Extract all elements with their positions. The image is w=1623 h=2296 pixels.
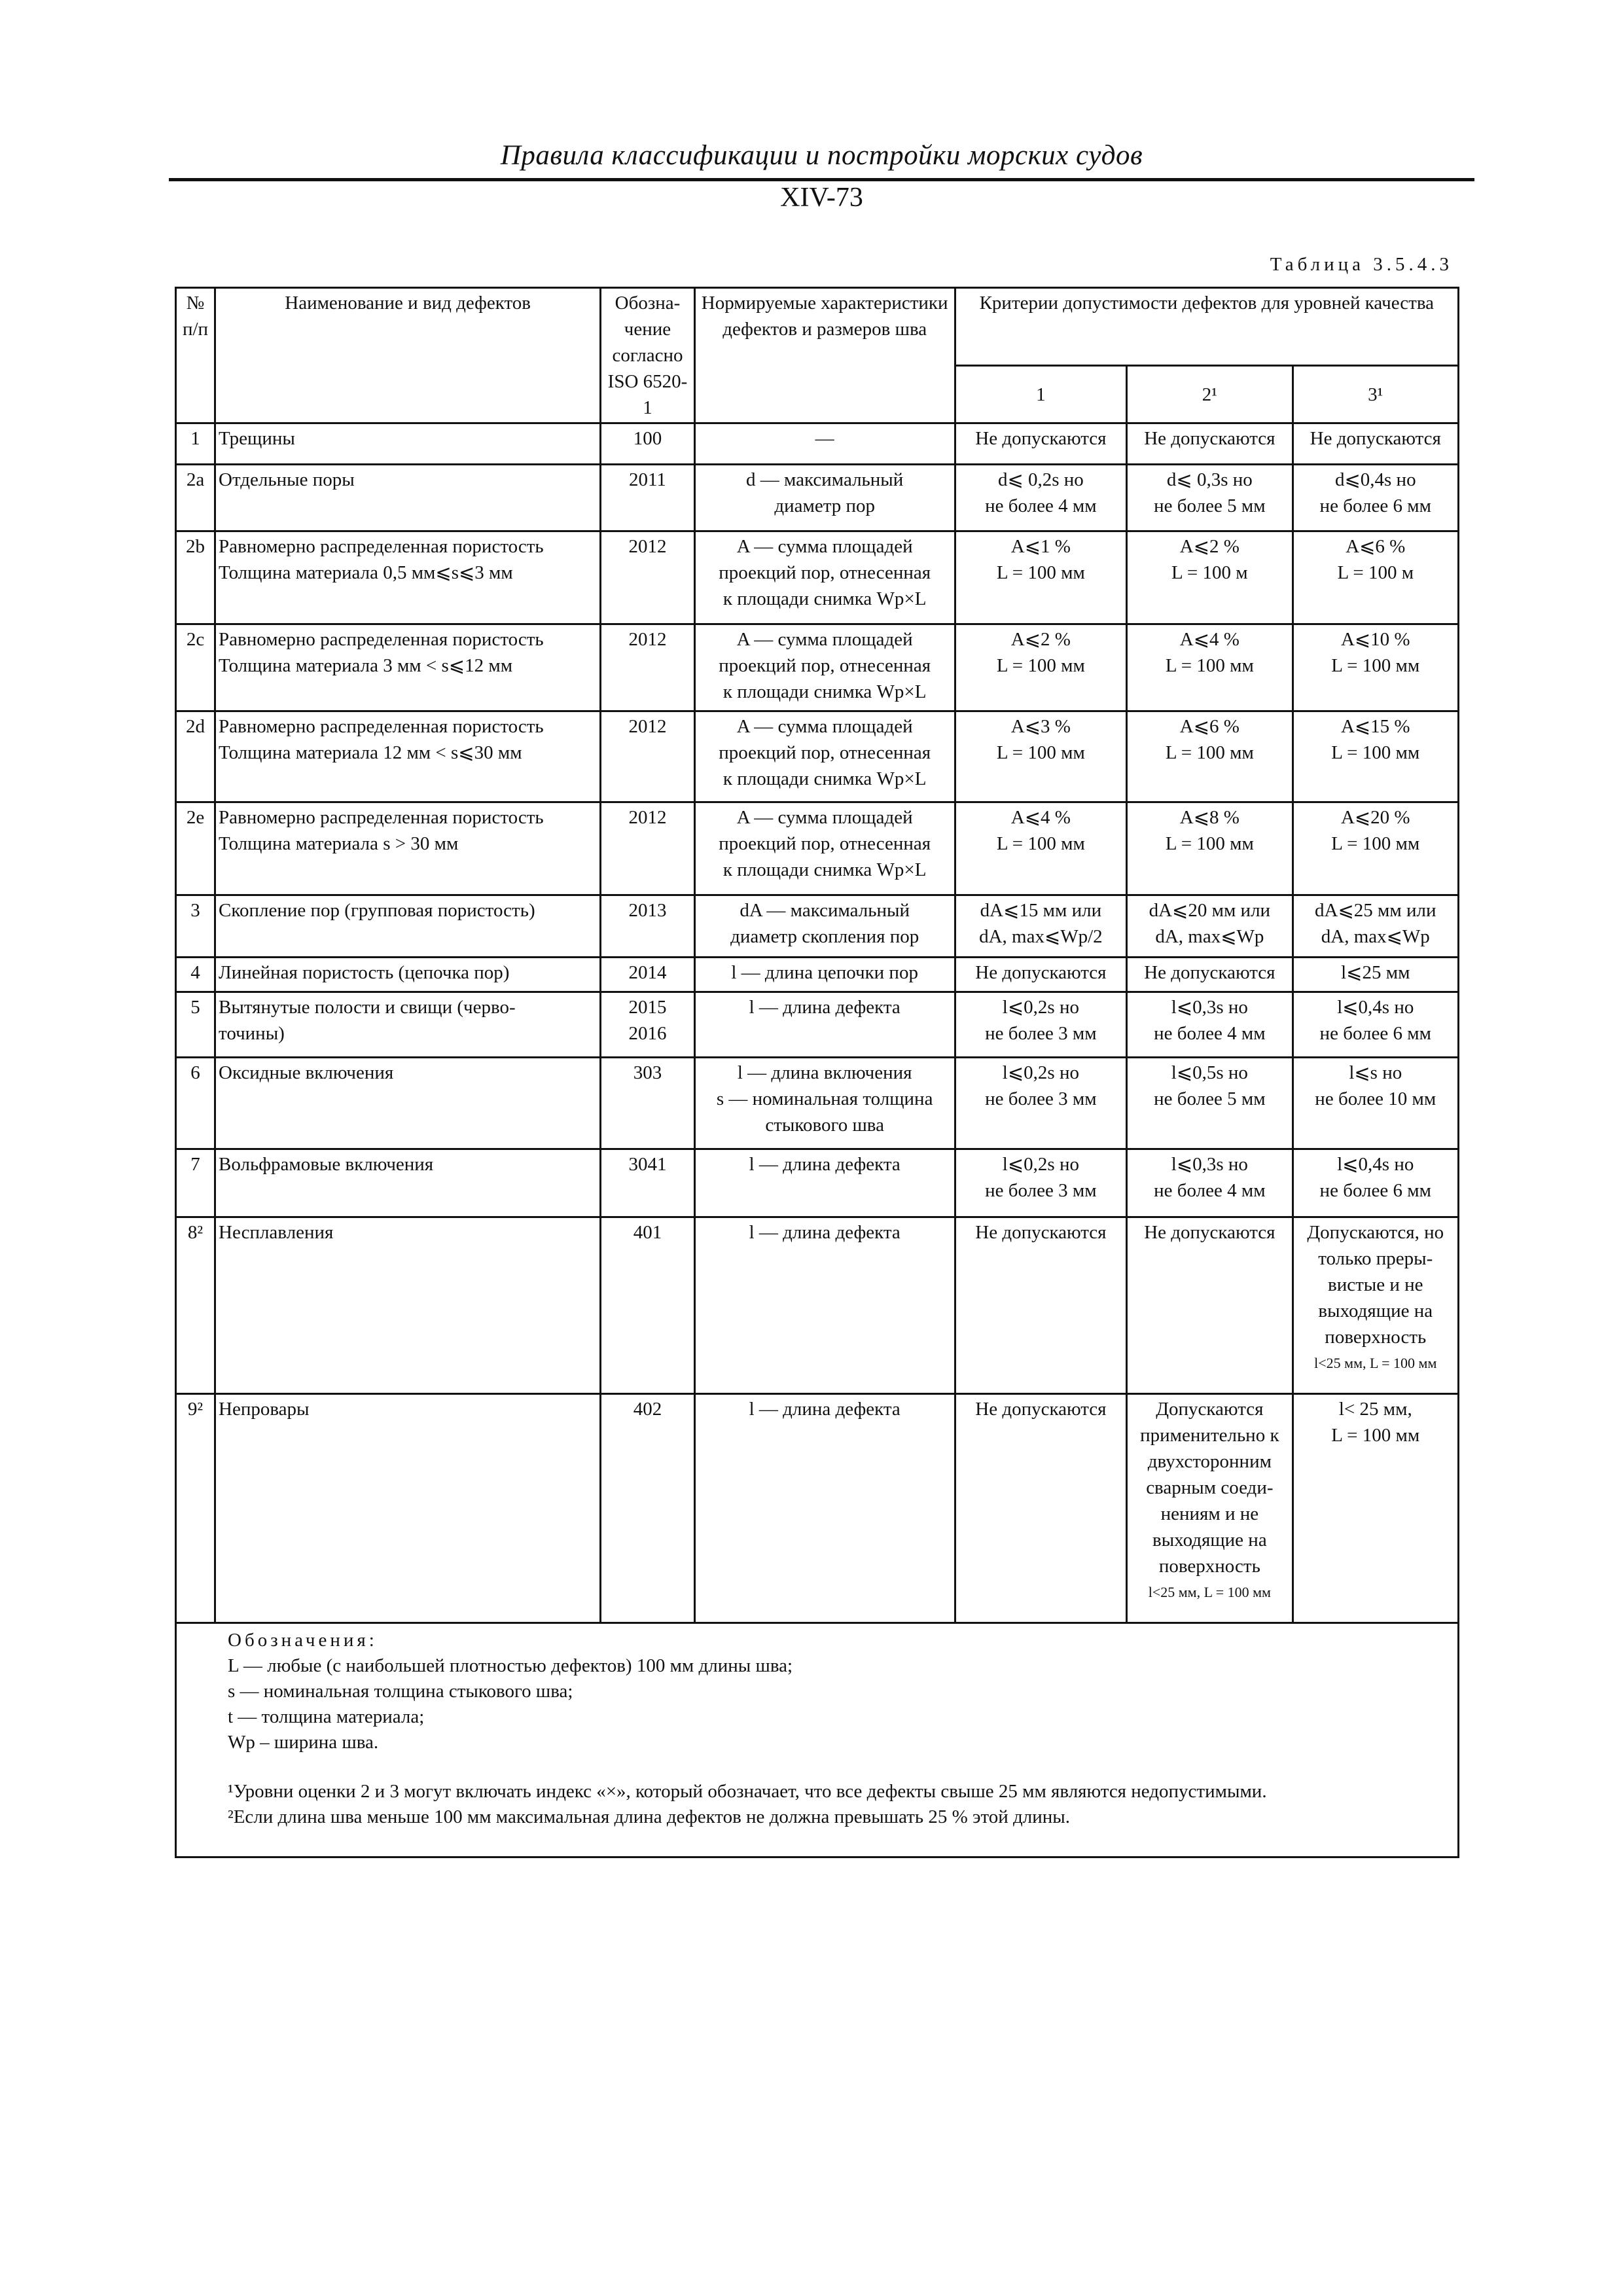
- cell-line: диаметр пор: [774, 495, 875, 516]
- level-3-criteria: [1293, 465, 1458, 531]
- cell-line: диаметр скопления пор: [730, 926, 919, 947]
- cell-line: L = 100 мм: [996, 562, 1085, 583]
- cell-line: не более 5 мм: [1154, 495, 1266, 516]
- table-row: [176, 802, 1459, 895]
- cell-line: не более 4 мм: [985, 495, 1097, 516]
- cell-line: проекций пор, отнесенная: [719, 562, 931, 583]
- cell-line: dA, max⩽Wp: [1155, 926, 1264, 947]
- table-row: [176, 1149, 1459, 1217]
- iso-code: [601, 958, 694, 992]
- level-1-criteria: [955, 895, 1127, 958]
- page-number: XIV-73: [780, 183, 863, 213]
- iso-code: [601, 1217, 694, 1394]
- level-2-criteria: [1127, 802, 1293, 895]
- note-item: s — номинальная толщина стыкового шва;: [228, 1681, 573, 1702]
- defect-name: [215, 711, 601, 802]
- cell-line: Допускаются, но: [1307, 1222, 1444, 1243]
- defects-table: [175, 287, 1459, 1858]
- defect-name: [215, 1149, 601, 1217]
- defect-name: [215, 802, 601, 895]
- cell-line: s — номинальная толщина: [716, 1088, 933, 1109]
- iso-code: [601, 1058, 694, 1149]
- cell-line: l< 25 мм,: [1338, 1399, 1412, 1420]
- row-number: 5: [176, 992, 215, 1058]
- level-3-criteria: [1293, 624, 1458, 711]
- cell-line: L = 100 мм: [1331, 1425, 1420, 1446]
- cell-line: проекций пор, отнесенная: [719, 742, 931, 763]
- level-2-criteria: [1127, 992, 1293, 1058]
- cell-line: к площади снимка Wp×L: [722, 768, 927, 789]
- cell-line: только преры-: [1318, 1248, 1433, 1269]
- cell-line: проекций пор, отнесенная: [719, 833, 931, 854]
- cell-line: Толщина материала s > 30 мм: [219, 833, 459, 854]
- table-row: [176, 423, 1459, 465]
- cell-line: L = 100 мм: [996, 833, 1085, 854]
- header-criteria: Критерии допустимости дефектов для уровней качества: [955, 288, 1458, 366]
- cell-line: l — длина дефекта: [749, 1154, 901, 1175]
- cell-line: не более 10 мм: [1315, 1088, 1436, 1109]
- defect-name: [215, 1058, 601, 1149]
- level-2-criteria: [1127, 624, 1293, 711]
- cell-line: не более 3 мм: [985, 1088, 1097, 1109]
- cell-line: l⩽0,5s но: [1171, 1062, 1248, 1083]
- cell-line: L = 100 м: [1337, 562, 1414, 583]
- cell-line: точины): [219, 1023, 285, 1044]
- cell-line: Не допускаются: [975, 962, 1107, 983]
- cell-line: A — сумма площадей: [736, 716, 913, 737]
- footnote: ¹Уровни оценки 2 и 3 могут включать индекс «×», который обозначает, что все дефекты свыше 25 мм являются недопустимыми.: [228, 1781, 1267, 1802]
- cell-line: 303: [633, 1062, 662, 1083]
- cell-line: Толщина материала 3 мм < s⩽12 мм: [219, 655, 513, 676]
- cell-line: A⩽10 %: [1340, 629, 1410, 650]
- notes-cell: [176, 1623, 1459, 1857]
- characteristics: [694, 802, 955, 895]
- level-3-criteria: [1293, 802, 1458, 895]
- cell-line: не более 3 мм: [985, 1180, 1097, 1201]
- cell-line: A⩽15 %: [1340, 716, 1410, 737]
- cell-line: A — сумма площадей: [736, 536, 913, 557]
- cell-line: 401: [633, 1222, 662, 1243]
- cell-line: dA — максимальный: [740, 900, 910, 921]
- table-row: [176, 531, 1459, 624]
- iso-code: [601, 624, 694, 711]
- cell-line: dA, max⩽Wp/2: [979, 926, 1103, 947]
- page-header: [169, 137, 1474, 181]
- cell-line: 2012: [628, 536, 667, 557]
- cell-line: l — длина дефекта: [749, 997, 901, 1018]
- level-1-criteria: [955, 958, 1127, 992]
- cell-line: не более 4 мм: [1154, 1023, 1266, 1044]
- table-row: [176, 1217, 1459, 1394]
- level-3-criteria: [1293, 423, 1458, 465]
- cell-line: L = 100 мм: [1165, 655, 1254, 676]
- cell-line: l<25 мм, L = 100 мм: [1314, 1355, 1437, 1371]
- characteristics: [694, 531, 955, 624]
- cell-line: l — длина дефекта: [749, 1399, 901, 1420]
- iso-code: [601, 1149, 694, 1217]
- cell-line: Толщина материала 12 мм < s⩽30 мм: [219, 742, 522, 763]
- row-number: 2b: [176, 531, 215, 624]
- table-caption: Таблица 3.5.4.3: [1270, 254, 1453, 275]
- row-number: 2d: [176, 711, 215, 802]
- level-2-criteria: [1127, 423, 1293, 465]
- level-2-criteria: [1127, 1394, 1293, 1623]
- cell-line: A⩽20 %: [1340, 807, 1410, 828]
- level-1-criteria: [955, 802, 1127, 895]
- cell-line: 2016: [628, 1023, 667, 1044]
- cell-line: A⩽8 %: [1179, 807, 1240, 828]
- cell-line: Не допускаются: [1144, 428, 1275, 449]
- level-2-criteria: [1127, 958, 1293, 992]
- characteristics: [694, 1217, 955, 1394]
- cell-line: не более 6 мм: [1319, 1180, 1431, 1201]
- characteristics: [694, 1149, 955, 1217]
- characteristics: [694, 1394, 955, 1623]
- cell-line: l⩽0,2s но: [1002, 1154, 1079, 1175]
- level-1-criteria: [955, 711, 1127, 802]
- row-number: 2a: [176, 465, 215, 531]
- cell-line: Линейная пористость (цепочка пор): [219, 962, 510, 983]
- characteristics: [694, 624, 955, 711]
- cell-line: Равномерно распределенная пористость: [219, 716, 544, 737]
- level-2-criteria: [1127, 531, 1293, 624]
- cell-line: l⩽0,4s но: [1337, 1154, 1414, 1175]
- level-2-criteria: [1127, 1149, 1293, 1217]
- cell-line: A⩽2 %: [1010, 629, 1071, 650]
- level-1-criteria: [955, 1217, 1127, 1394]
- level-3-criteria: [1293, 895, 1458, 958]
- level-3-criteria: [1293, 958, 1458, 992]
- cell-line: d⩽ 0,3s но: [1166, 469, 1253, 490]
- defect-name: [215, 465, 601, 531]
- defect-name: [215, 531, 601, 624]
- cell-line: L = 100 мм: [996, 655, 1085, 676]
- cell-line: l⩽0,2s но: [1002, 1062, 1079, 1083]
- note-item: Wp – ширина шва.: [228, 1732, 379, 1753]
- level-1-criteria: [955, 1058, 1127, 1149]
- row-number: 6: [176, 1058, 215, 1149]
- cell-line: A⩽4 %: [1179, 629, 1240, 650]
- cell-line: Несплавления: [219, 1222, 334, 1243]
- table-row: [176, 992, 1459, 1058]
- cell-line: L = 100 м: [1171, 562, 1248, 583]
- defect-name: [215, 1217, 601, 1394]
- cell-line: l<25 мм, L = 100 мм: [1148, 1584, 1271, 1600]
- cell-line: d⩽0,4s но: [1334, 469, 1416, 490]
- cell-line: l — длина цепочки пор: [731, 962, 918, 983]
- level-1-criteria: [955, 531, 1127, 624]
- note-item: L — любые (с наибольшей плотностью дефектов) 100 мм длины шва;: [228, 1655, 793, 1676]
- cell-line: не более 3 мм: [985, 1023, 1097, 1044]
- cell-line: выходящие на: [1152, 1530, 1267, 1551]
- cell-line: L = 100 мм: [1331, 742, 1420, 763]
- characteristics: [694, 958, 955, 992]
- cell-line: dA⩽15 мм или: [980, 900, 1102, 921]
- row-number: 4: [176, 958, 215, 992]
- level-1-criteria: [955, 992, 1127, 1058]
- cell-line: l⩽0,3s но: [1171, 1154, 1248, 1175]
- characteristics: [694, 711, 955, 802]
- cell-line: проекций пор, отнесенная: [719, 655, 931, 676]
- cell-line: Непровары: [219, 1399, 310, 1420]
- cell-line: d — максимальный: [746, 469, 904, 490]
- cell-line: A⩽6 %: [1346, 536, 1406, 557]
- level-2-criteria: [1127, 1058, 1293, 1149]
- cell-line: L = 100 мм: [1165, 833, 1254, 854]
- cell-line: Не допускаются: [975, 1399, 1107, 1420]
- header-num: № п/п: [176, 288, 215, 423]
- cell-line: A — сумма площадей: [736, 807, 913, 828]
- level-3-criteria: [1293, 1394, 1458, 1623]
- table-row: [176, 895, 1459, 958]
- header-level-3: 3¹: [1293, 366, 1458, 423]
- cell-line: нениям и не: [1160, 1503, 1259, 1524]
- table-row: [176, 958, 1459, 992]
- iso-code: [601, 465, 694, 531]
- iso-code: [601, 531, 694, 624]
- cell-line: вистые и не: [1328, 1274, 1423, 1295]
- cell-line: сварным соеди-: [1146, 1477, 1274, 1498]
- cell-line: dA⩽25 мм или: [1315, 900, 1436, 921]
- row-number: 3: [176, 895, 215, 958]
- level-1-criteria: [955, 624, 1127, 711]
- level-2-criteria: [1127, 1217, 1293, 1394]
- cell-line: l⩽0,2s но: [1002, 997, 1079, 1018]
- cell-line: выходящие на: [1318, 1300, 1433, 1321]
- row-number: 9²: [176, 1394, 215, 1623]
- cell-line: l⩽25 мм: [1341, 962, 1410, 983]
- level-3-criteria: [1293, 711, 1458, 802]
- cell-line: Равномерно распределенная пористость: [219, 536, 544, 557]
- cell-line: Не допускаются: [1310, 428, 1441, 449]
- level-1-criteria: [955, 1149, 1127, 1217]
- cell-line: Вольфрамовые включения: [219, 1154, 434, 1175]
- defect-name: [215, 624, 601, 711]
- cell-line: поверхность: [1325, 1327, 1427, 1348]
- level-3-criteria: [1293, 531, 1458, 624]
- cell-line: 100: [633, 428, 662, 449]
- row-number: 2c: [176, 624, 215, 711]
- cell-line: dA, max⩽Wp: [1321, 926, 1430, 947]
- level-2-criteria: [1127, 465, 1293, 531]
- defect-name: [215, 423, 601, 465]
- table-row: [176, 465, 1459, 531]
- level-1-criteria: [955, 465, 1127, 531]
- cell-line: Вытянутые полости и свищи (черво-: [219, 997, 516, 1018]
- cell-line: 402: [633, 1399, 662, 1420]
- cell-line: не более 5 мм: [1154, 1088, 1266, 1109]
- cell-line: Скопление пор (групповая пористость): [219, 900, 535, 921]
- defect-name: [215, 1394, 601, 1623]
- level-1-criteria: [955, 423, 1127, 465]
- row-number: 8²: [176, 1217, 215, 1394]
- row-number: 2e: [176, 802, 215, 895]
- cell-line: не более 4 мм: [1154, 1180, 1266, 1201]
- cell-line: A⩽6 %: [1179, 716, 1240, 737]
- level-3-criteria: [1293, 1058, 1458, 1149]
- cell-line: A⩽3 %: [1010, 716, 1071, 737]
- cell-line: к площади снимка Wp×L: [722, 681, 927, 702]
- cell-line: Трещины: [219, 428, 295, 449]
- header-level-2: 2¹: [1127, 366, 1293, 423]
- cell-line: 2011: [629, 469, 666, 490]
- iso-code: [601, 1394, 694, 1623]
- cell-line: L = 100 мм: [1331, 833, 1420, 854]
- characteristics: [694, 1058, 955, 1149]
- cell-line: L = 100 мм: [1331, 655, 1420, 676]
- defect-name: [215, 895, 601, 958]
- defect-name: [215, 992, 601, 1058]
- cell-line: к площади снимка Wp×L: [722, 859, 927, 880]
- cell-line: 3041: [628, 1154, 667, 1175]
- cell-line: A⩽2 %: [1179, 536, 1240, 557]
- characteristics: [694, 423, 955, 465]
- cell-line: l⩽s но: [1349, 1062, 1402, 1083]
- characteristics: [694, 992, 955, 1058]
- cell-line: 2012: [628, 629, 667, 650]
- table-body: [176, 423, 1459, 1623]
- table-row: [176, 624, 1459, 711]
- cell-line: dA⩽20 мм или: [1149, 900, 1271, 921]
- level-3-criteria: [1293, 1149, 1458, 1217]
- cell-line: Не допускаются: [975, 1222, 1107, 1243]
- characteristics: [694, 465, 955, 531]
- cell-line: —: [815, 428, 834, 449]
- cell-line: Толщина материала 0,5 мм⩽s⩽3 мм: [219, 562, 513, 583]
- cell-line: 2014: [628, 962, 667, 983]
- cell-line: 2015: [628, 997, 667, 1018]
- cell-line: l — длина дефекта: [749, 1222, 901, 1243]
- cell-line: l⩽0,3s но: [1171, 997, 1248, 1018]
- cell-line: применительно к: [1140, 1425, 1279, 1446]
- cell-line: Отдельные поры: [219, 469, 355, 490]
- iso-code: [601, 423, 694, 465]
- note-item: t — толщина материала;: [228, 1706, 425, 1727]
- iso-code: [601, 895, 694, 958]
- level-2-criteria: [1127, 711, 1293, 802]
- iso-code: [601, 711, 694, 802]
- level-3-criteria: [1293, 992, 1458, 1058]
- cell-line: A — сумма площадей: [736, 629, 913, 650]
- cell-line: 2013: [628, 900, 667, 921]
- cell-line: Не допускаются: [1144, 1222, 1275, 1243]
- level-2-criteria: [1127, 895, 1293, 958]
- level-3-criteria: [1293, 1217, 1458, 1394]
- cell-line: Равномерно распределенная пористость: [219, 629, 544, 650]
- defect-name: [215, 958, 601, 992]
- table-row: [176, 1394, 1459, 1623]
- row-number: 7: [176, 1149, 215, 1217]
- cell-line: A⩽1 %: [1010, 536, 1071, 557]
- cell-line: к площади снимка Wp×L: [722, 588, 927, 609]
- cell-line: не более 6 мм: [1319, 1023, 1431, 1044]
- level-1-criteria: [955, 1394, 1127, 1623]
- cell-line: Равномерно распределенная пористость: [219, 807, 544, 828]
- cell-line: L = 100 мм: [1165, 742, 1254, 763]
- cell-line: Оксидные включения: [219, 1062, 394, 1083]
- cell-line: L = 100 мм: [996, 742, 1085, 763]
- header-code: Обозна-чение согласно ISO 6520-1: [601, 288, 694, 423]
- cell-line: l⩽0,4s но: [1337, 997, 1414, 1018]
- document-title: Правила классификации и постройки морских судов: [500, 140, 1143, 171]
- footnote: ²Если длина шва меньше 100 мм максимальная длина дефектов не должна превышать 25 % этой длины.: [228, 1806, 1071, 1827]
- cell-line: стыкового шва: [765, 1115, 884, 1136]
- header-name: Наименование и вид дефектов: [215, 288, 601, 423]
- header-characteristics: Нормируемые характеристики дефектов и размеров шва: [694, 288, 955, 423]
- table-row: [176, 711, 1459, 802]
- cell-line: d⩽ 0,2s но: [997, 469, 1084, 490]
- notes-title: Обозначения:: [228, 1630, 378, 1651]
- cell-line: 2012: [628, 807, 667, 828]
- header-level-1: 1: [955, 366, 1127, 423]
- header-rule: [169, 178, 1474, 181]
- cell-line: двухсторонним: [1147, 1451, 1272, 1472]
- row-number: 1: [176, 423, 215, 465]
- cell-line: A⩽4 %: [1010, 807, 1071, 828]
- cell-line: l — длина включения: [737, 1062, 912, 1083]
- cell-line: поверхность: [1158, 1556, 1260, 1577]
- cell-line: Допускаются: [1156, 1399, 1264, 1420]
- table-row: [176, 1058, 1459, 1149]
- iso-code: [601, 802, 694, 895]
- cell-line: не более 6 мм: [1319, 495, 1431, 516]
- cell-line: Не допускаются: [1144, 962, 1275, 983]
- characteristics: [694, 895, 955, 958]
- cell-line: Не допускаются: [975, 428, 1107, 449]
- iso-code: [601, 992, 694, 1058]
- cell-line: 2012: [628, 716, 667, 737]
